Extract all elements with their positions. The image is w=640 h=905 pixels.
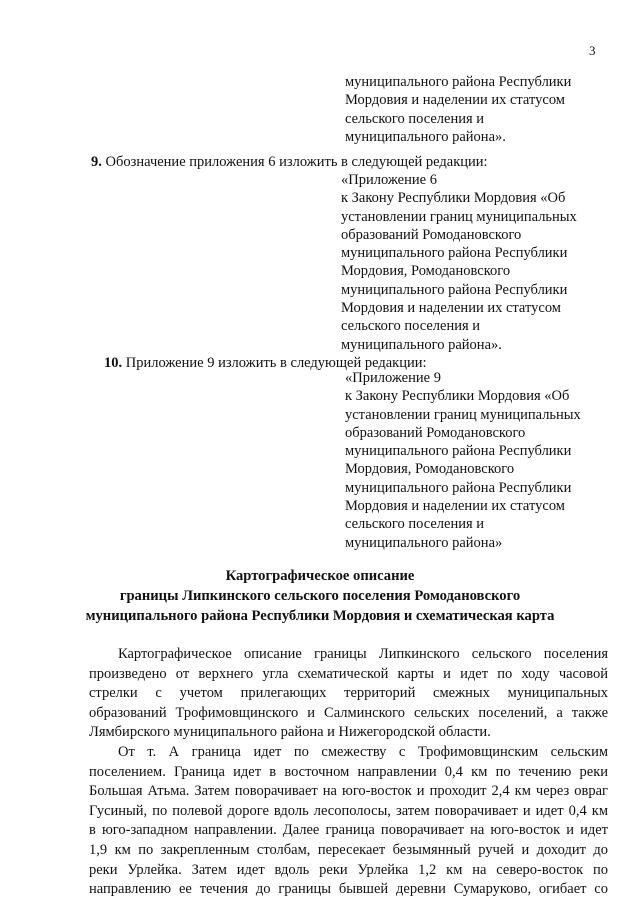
caption-line: «Приложение 6 [341, 172, 437, 188]
caption-line: установлении границ муниципальных [345, 406, 581, 423]
caption-line: муниципального района Республики [345, 74, 572, 90]
caption-line: сельского поселения и [341, 318, 481, 335]
item-text: Обозначение приложения 6 изложить в следующей редакции: [105, 154, 488, 170]
caption-line: к Закону Республики Мордовия «Об [345, 388, 570, 405]
paragraph-line: образований Трофимовщинского и Салминского сельских поселений, а также [89, 704, 608, 721]
heading-line: границы Липкинского сельского поселения Ромодановского [119, 588, 521, 604]
paragraph-line: реки Урлейка. Затем идет вдоль реки Урлейка 1,2 км на северо-восток по [89, 861, 608, 878]
item-text: Приложение 9 изложить в следующей редакции: [125, 355, 427, 371]
caption-line: Мордовия и наделении их статусом [345, 498, 565, 515]
caption-line: муниципального района Республики [345, 479, 572, 496]
caption-line: муниципального района» [345, 534, 503, 551]
caption-line: муниципального района». [341, 336, 502, 353]
paragraph-line: произведено от верхнего угла схематической карты и идет по ходу часовой [89, 665, 608, 682]
caption-line: Мордовия, Ромодановского [341, 263, 511, 280]
heading-line: муниципального района Республики Мордовия и схематическая карта [85, 608, 555, 624]
amendment-item-9 [91, 153, 488, 171]
caption-line: муниципального района Республики [341, 245, 568, 262]
paragraph-line: стрелки с учетом прилегающих территорий смежных муниципальных [89, 685, 608, 702]
caption-line: Мордовия, Ромодановского [345, 461, 515, 478]
paragraph-line: поселением. Граница идет в восточном направлении 0,4 км по течению реки [89, 763, 608, 780]
caption-line: сельского поселения и [345, 110, 485, 127]
caption-line: муниципального района Республики [345, 443, 572, 460]
paragraph-line: От т. А граница идет по смежеству с Трофимовщинским сельским [118, 744, 608, 760]
caption-line: муниципального района». [345, 128, 506, 145]
paragraph-line: в юго-западном направлении. Далее граница поворачивает на юго-восток и идет [89, 822, 608, 839]
caption-line: к Закону Республики Мордовия «Об [341, 190, 566, 207]
appendix-9-caption [345, 369, 581, 552]
appendix-caption-continuation [345, 73, 571, 146]
paragraph-line: Гусиный, по полевой дороге вдоль лесополосы, затем поворачивает и идет 0,4 км [89, 802, 608, 819]
page-number: 3 [589, 43, 596, 58]
paragraph-line: Большая Атьма. Затем поворачивает на юго-восток и проходит 2,4 км через овраг [89, 783, 608, 800]
caption-line: муниципального района Республики [341, 281, 568, 298]
heading-line: Картографическое описание [225, 568, 415, 584]
paragraph-line: Картографическое описание границы Липкинского сельского поселения [118, 646, 608, 662]
appendix-6-caption [341, 171, 577, 354]
paragraph-boundary-route [89, 743, 608, 900]
caption-line: сельского поселения и [345, 516, 485, 533]
paragraph-line: Лямбирского муниципального района и Нижегородской области. [89, 724, 491, 741]
caption-line: Мордовия и наделении их статусом [341, 300, 561, 317]
caption-line: «Приложение 9 [345, 370, 441, 386]
paragraph-line: направлению ее течения до границы бывшей деревни Сумаруково, огибает со [89, 881, 608, 898]
caption-line: образований Ромодановского [345, 424, 526, 441]
paragraph-description [89, 645, 608, 743]
caption-line: образований Ромодановского [341, 226, 522, 243]
item-number: 10. [104, 355, 123, 371]
paragraph-line: 1,9 км по закрепленным столбам, пересекает безымянный ручей и доходит до [89, 841, 608, 858]
caption-line: Мордовия и наделении их статусом [345, 92, 565, 109]
section-heading [0, 566, 640, 626]
caption-line: установлении границ муниципальных [341, 208, 577, 225]
item-number: 9. [91, 154, 102, 170]
